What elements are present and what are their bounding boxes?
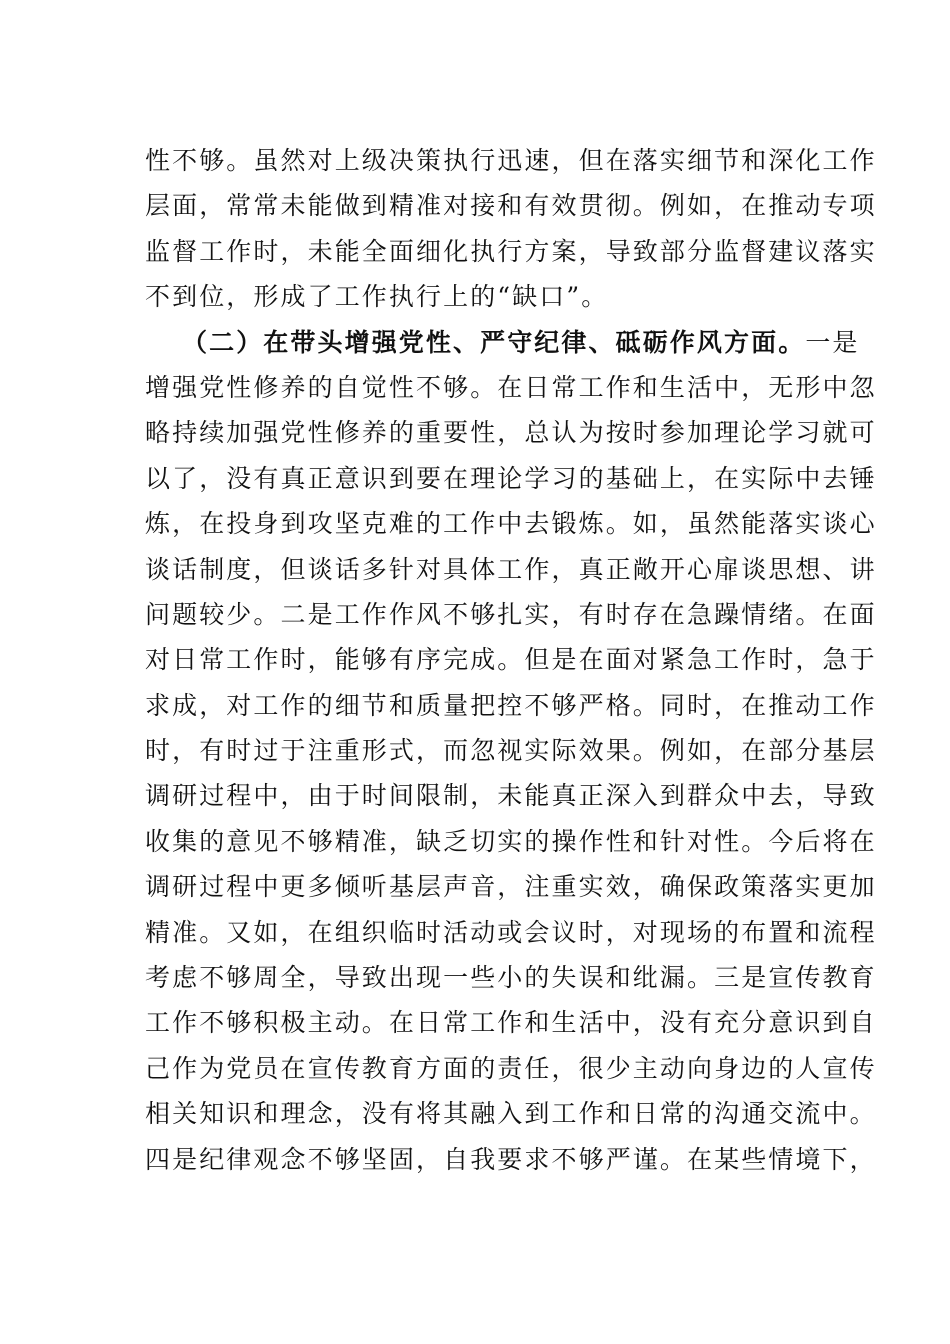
- paragraph-2-line-13: 调研过程中更多倾听基层声音，注重实效，确保政策落实更加: [145, 872, 877, 902]
- paragraph-2-line-7: 问题较少。二是工作作风不够扎实，有时存在急躁情绪。在面: [145, 599, 877, 629]
- paragraph-2-line-1-rest: 一是: [805, 327, 860, 357]
- paragraph-2-line-8: 对日常工作时，能够有序完成。但是在面对紧急工作时，急于: [145, 645, 877, 675]
- paragraph-2-line-5: 炼，在投身到攻坚克难的工作中去锻炼。如，虽然能落实谈心: [145, 509, 877, 539]
- paragraph-2-line-17: 己作为党员在宣传教育方面的责任，很少主动向身边的人宣传: [145, 1053, 877, 1083]
- paragraph-2-line-15: 考虑不够周全，导致出现一些小的失误和纰漏。三是宣传教育: [145, 963, 877, 993]
- paragraph-1-line-1: 性不够。虽然对上级决策执行迅速，但在落实细节和深化工作: [145, 146, 877, 175]
- section-heading: （二）在带头增强党性、严守纪律、砥砺作风方面。: [182, 327, 806, 357]
- paragraph-1-line-4: 不到位，形成了工作执行上的“缺口”。: [145, 282, 609, 312]
- paragraph-2-line-16: 工作不够积极主动。在日常工作和生活中，没有充分意识到自: [145, 1008, 877, 1038]
- paragraph-2-line-12: 收集的意见不够精准，缺乏切实的操作性和针对性。今后将在: [145, 826, 877, 856]
- paragraph-2-line-18: 相关知识和理念，没有将其融入到工作和日常的沟通交流中。: [145, 1099, 877, 1129]
- paragraph-2-line-3: 略持续加强党性修养的重要性，总认为按时参加理论学习就可: [145, 418, 877, 448]
- paragraph-2-line-1: [145, 320, 860, 365]
- paragraph-2-line-19: 四是纪律观念不够坚固，自我要求不够严谨。在某些情境下，: [145, 1144, 877, 1174]
- paragraph-1-line-3: 监督工作时，未能全面细化执行方案，导致部分监督建议落实: [145, 236, 877, 266]
- document-body: [145, 138, 877, 1182]
- paragraph-2-line-11: 调研过程中，由于时间限制，未能真正深入到群众中去，导致: [145, 781, 877, 811]
- paragraph-2-line-2: 增强党性修养的自觉性不够。在日常工作和生活中，无形中忽: [145, 372, 877, 402]
- paragraph-1-line-2: 层面，常常未能做到精准对接和有效贯彻。例如，在推动专项: [145, 191, 877, 221]
- paragraph-2-line-4: 以了，没有真正意识到要在理论学习的基础上，在实际中去锤: [145, 463, 877, 493]
- paragraph-2-line-6: 谈话制度，但谈话多针对具体工作，真正敞开心扉谈思想、讲: [145, 554, 877, 584]
- paragraph-2-line-9: 求成，对工作的细节和质量把控不够严格。同时，在推动工作: [145, 690, 877, 720]
- paragraph-2-line-14: 精准。又如，在组织临时活动或会议时，对现场的布置和流程: [145, 917, 877, 947]
- paragraph-2-line-10: 时，有时过于注重形式，而忽视实际效果。例如，在部分基层: [145, 736, 877, 766]
